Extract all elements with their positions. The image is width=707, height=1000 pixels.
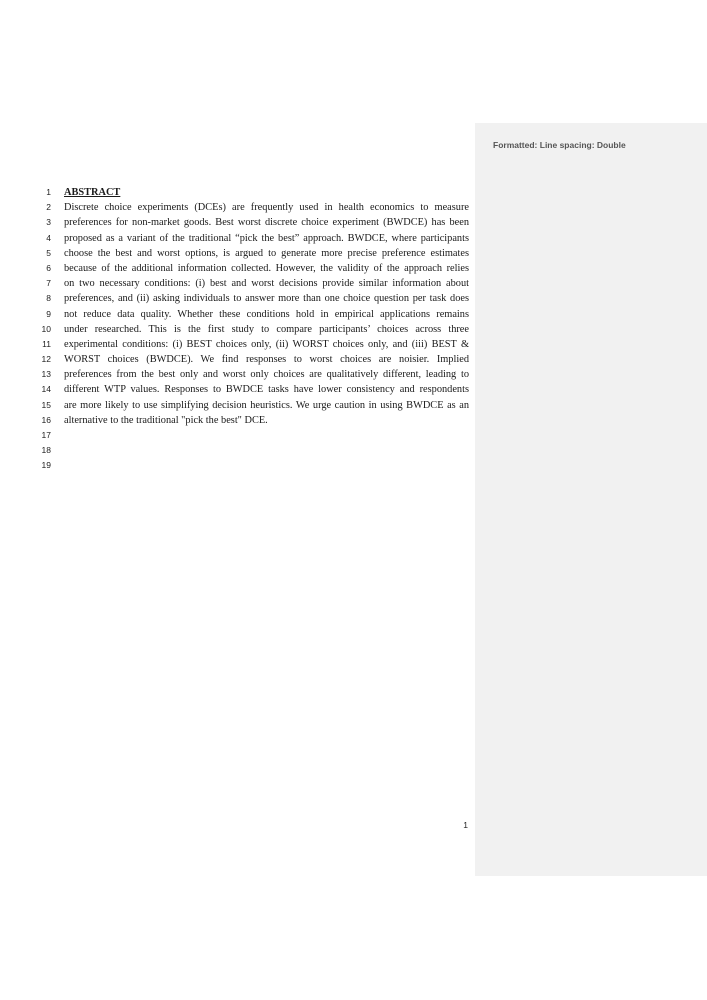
text-line: [36, 413, 474, 428]
comment-margin-pane: [475, 123, 707, 876]
abstract-heading: ABSTRACT: [64, 187, 121, 198]
line-number: 19: [41, 460, 51, 471]
line-number: 3: [46, 217, 51, 228]
text-line: [36, 322, 474, 337]
abstract-text-block: [36, 185, 474, 474]
text-line: [36, 291, 474, 306]
line-number: 12: [41, 354, 51, 365]
text-line: [36, 261, 474, 276]
text-line: [36, 443, 474, 458]
abstract-line: because of the additional information collected. However, the validity of the approach relies: [64, 262, 469, 274]
abstract-line: on two necessary conditions: (i) best and worst decisions provide similar information about: [64, 278, 469, 290]
abstract-line: under researched. This is the first study to compare participants’ choices across three: [64, 323, 469, 335]
line-number: 5: [46, 247, 51, 258]
abstract-line: not reduce data quality. Whether these conditions hold in empirical applications remains: [64, 308, 469, 320]
text-line: [36, 307, 474, 322]
text-line: [36, 458, 474, 473]
text-line: [36, 352, 474, 367]
line-number: 18: [41, 445, 51, 456]
abstract-line: choose the best and worst options, is argued to generate more precise preference estimates: [64, 247, 469, 259]
text-line: [36, 246, 474, 261]
text-line: [36, 276, 474, 291]
text-line: [36, 185, 474, 200]
line-number: 13: [41, 369, 51, 380]
abstract-line: experimental conditions: (i) BEST choices only, (ii) WORST choices only, and (iii) BEST &: [64, 338, 469, 350]
text-line: [36, 200, 474, 215]
line-number: 7: [46, 278, 51, 289]
abstract-line: preferences from the best only and worst only choices are qualitatively different, leading to: [64, 369, 469, 381]
abstract-line: are more likely to use simplifying decision heuristics. We urge caution in using BWDCE as an: [64, 399, 469, 411]
page-number: 1: [463, 820, 468, 830]
text-line: [36, 231, 474, 246]
line-number: 2: [46, 202, 51, 213]
line-number: 11: [42, 338, 51, 349]
text-line: [36, 337, 474, 352]
abstract-line: alternative to the traditional "pick the best" DCE.: [64, 414, 268, 426]
formatting-comment: Formatted: Line spacing: Double: [493, 140, 626, 150]
abstract-line: WORST choices (BWDCE). We find responses to worst choices are noisier. Implied: [64, 354, 469, 366]
text-line: [36, 367, 474, 382]
abstract-line: different WTP values. Responses to BWDCE tasks have lower consistency and respondents: [64, 384, 469, 396]
line-number: 6: [46, 262, 51, 273]
abstract-line: proposed as a variant of the traditional “pick the best” approach. BWDCE, where participants: [64, 232, 469, 244]
line-number: 4: [46, 232, 51, 243]
text-line: [36, 382, 474, 397]
text-line: [36, 428, 474, 443]
line-number: 16: [41, 414, 51, 425]
line-number: 10: [41, 323, 51, 334]
line-number: 1: [46, 187, 51, 197]
abstract-line: Discrete choice experiments (DCEs) are frequently used in health economics to measure: [64, 202, 469, 214]
line-number: 15: [41, 399, 51, 410]
line-number: 8: [46, 293, 51, 304]
text-line: [36, 398, 474, 413]
line-number: 14: [41, 384, 51, 395]
text-line: [36, 215, 474, 230]
line-number: 9: [46, 308, 51, 319]
abstract-line: preferences, and (ii) asking individuals to answer more than one choice question per task does: [64, 293, 469, 305]
line-number: 17: [41, 430, 51, 440]
abstract-line: preferences for non-market goods. Best worst discrete choice experiment (BWDCE) has been: [64, 217, 469, 229]
